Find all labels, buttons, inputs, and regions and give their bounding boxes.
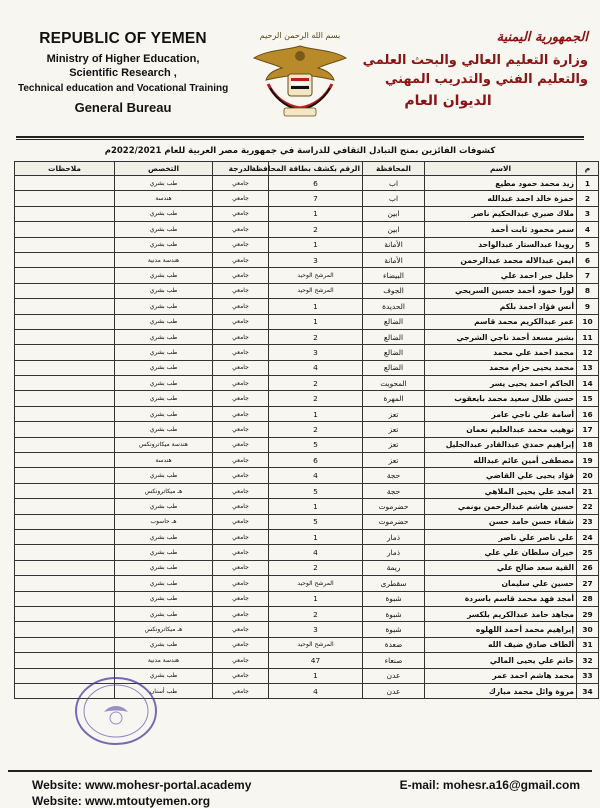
table-row xyxy=(15,283,599,298)
row-governorate: الضالع xyxy=(363,329,425,344)
row-major: طب أسنان xyxy=(115,683,213,698)
row-notes xyxy=(15,176,115,191)
row-degree: جامعي xyxy=(213,329,269,344)
row-name: أنس فؤاد احمد بلكم xyxy=(425,299,577,314)
row-name: امجد علي يحيى الملاهي xyxy=(425,483,577,498)
row-notes xyxy=(15,268,115,283)
row-degree: جامعي xyxy=(213,283,269,298)
row-index: 24 xyxy=(577,529,599,544)
table-row xyxy=(15,483,599,498)
row-governorate: شبوة xyxy=(363,591,425,606)
row-degree: جامعي xyxy=(213,653,269,668)
row-index: 16 xyxy=(577,406,599,421)
row-name: زيد محمد حمود مطيع xyxy=(425,176,577,191)
row-rank: 1 xyxy=(269,591,363,606)
row-governorate: صنعاء xyxy=(363,653,425,668)
row-name: سمر محمود ثابت أحمد xyxy=(425,222,577,237)
row-notes xyxy=(15,576,115,591)
table-row xyxy=(15,606,599,621)
row-index: 28 xyxy=(577,591,599,606)
row-degree: جامعي xyxy=(213,468,269,483)
row-governorate: ابين xyxy=(363,206,425,221)
row-major: طب بشري xyxy=(115,422,213,437)
row-degree: جامعي xyxy=(213,206,269,221)
ministry-name: Ministry of Higher Education, Scientific Research , xyxy=(46,53,200,79)
row-notes xyxy=(15,545,115,560)
row-name: خليل جبر احمد علي xyxy=(425,268,577,283)
table-row xyxy=(15,529,599,544)
row-rank: 1 xyxy=(269,668,363,683)
row-rank: 5 xyxy=(269,483,363,498)
table-row xyxy=(15,499,599,514)
table-row xyxy=(15,406,599,421)
row-governorate: حضرموت xyxy=(363,499,425,514)
col-notes: ملاحظات xyxy=(15,162,115,176)
row-rank: 2 xyxy=(269,222,363,237)
row-degree: جامعي xyxy=(213,529,269,544)
row-governorate: المهرة xyxy=(363,391,425,406)
row-index: 13 xyxy=(577,360,599,375)
row-notes xyxy=(15,237,115,252)
row-degree: جامعي xyxy=(213,176,269,191)
table-row xyxy=(15,376,599,391)
row-rank: المرشح الوحيد xyxy=(269,576,363,591)
row-rank: 7 xyxy=(269,191,363,206)
row-governorate: شبوة xyxy=(363,606,425,621)
table-row xyxy=(15,191,599,206)
row-governorate: الضالع xyxy=(363,314,425,329)
row-major: طب بشري xyxy=(115,668,213,683)
row-major: طب بشري xyxy=(115,391,213,406)
ministry-name-ar: وزارة التعليم العالي والبحث العلمي xyxy=(362,53,588,68)
row-governorate: حجة xyxy=(363,483,425,498)
row-major: طب بشري xyxy=(115,237,213,252)
row-rank: 4 xyxy=(269,360,363,375)
row-governorate: عدن xyxy=(363,683,425,698)
table-row xyxy=(15,453,599,468)
row-name: خيران سلطان علي علي xyxy=(425,545,577,560)
row-governorate: تعز xyxy=(363,453,425,468)
row-rank: 1 xyxy=(269,529,363,544)
row-rank: 1 xyxy=(269,314,363,329)
table-row xyxy=(15,222,599,237)
row-index: 9 xyxy=(577,299,599,314)
official-stamp-icon xyxy=(74,676,158,746)
footer xyxy=(0,770,600,808)
row-degree: جامعي xyxy=(213,514,269,529)
row-name: محمد يحيى حزام محمد xyxy=(425,360,577,375)
yemen-emblem-icon xyxy=(248,24,352,120)
row-major: طب بشري xyxy=(115,591,213,606)
row-major: طب بشري xyxy=(115,299,213,314)
row-notes xyxy=(15,191,115,206)
row-notes xyxy=(15,391,115,406)
row-index: 30 xyxy=(577,622,599,637)
row-degree: جامعي xyxy=(213,222,269,237)
row-name: حمزة خالد احمد عبدالله xyxy=(425,191,577,206)
row-rank: 3 xyxy=(269,622,363,637)
row-index: 6 xyxy=(577,252,599,267)
row-major: طب بشري xyxy=(115,222,213,237)
row-degree: جامعي xyxy=(213,668,269,683)
row-notes xyxy=(15,376,115,391)
row-governorate: الجوف xyxy=(363,283,425,298)
row-degree: جامعي xyxy=(213,591,269,606)
technical-education: Technical education and Vocational Training xyxy=(18,83,229,94)
row-index: 7 xyxy=(577,268,599,283)
row-index: 5 xyxy=(577,237,599,252)
row-name: محمد هاشم احمد عمر xyxy=(425,668,577,683)
row-notes xyxy=(15,360,115,375)
row-name: أمجد فهد محمد قاسم باسردة xyxy=(425,591,577,606)
table-row xyxy=(15,591,599,606)
header-divider-thin xyxy=(16,139,584,140)
row-rank: 2 xyxy=(269,329,363,344)
row-index: 25 xyxy=(577,545,599,560)
row-name: حاتم علي يحيى المالي xyxy=(425,653,577,668)
technical-education-ar: والتعليم الفني والتدريب المهني xyxy=(384,72,588,87)
row-index: 2 xyxy=(577,191,599,206)
row-rank: 1 xyxy=(269,406,363,421)
row-degree: جامعي xyxy=(213,622,269,637)
row-index: 29 xyxy=(577,606,599,621)
table-row xyxy=(15,422,599,437)
table-row xyxy=(15,237,599,252)
row-degree: جامعي xyxy=(213,560,269,575)
row-name: علي ناصر علي ناصر xyxy=(425,529,577,544)
republic-title-ar: الجمهورية اليمنية xyxy=(496,30,588,45)
row-index: 3 xyxy=(577,206,599,221)
row-degree: جامعي xyxy=(213,637,269,652)
row-notes xyxy=(15,591,115,606)
table-row xyxy=(15,206,599,221)
row-major: طب بشري xyxy=(115,376,213,391)
row-notes xyxy=(15,299,115,314)
row-rank: 2 xyxy=(269,422,363,437)
table-row xyxy=(15,252,599,267)
row-index: 31 xyxy=(577,637,599,652)
row-index: 21 xyxy=(577,483,599,498)
row-index: 4 xyxy=(577,222,599,237)
republic-title: REPUBLIC OF YEMEN xyxy=(39,30,207,47)
row-major: طب بشري xyxy=(115,283,213,298)
row-degree: جامعي xyxy=(213,268,269,283)
row-rank: 2 xyxy=(269,376,363,391)
website-link-secondary[interactable]: Website: www.mtoutyemen.org xyxy=(32,794,211,808)
row-major: هندسة مدنية xyxy=(115,252,213,267)
row-degree: جامعي xyxy=(213,252,269,267)
row-index: 19 xyxy=(577,453,599,468)
row-name: عمر عبدالكريم محمد قاسم xyxy=(425,314,577,329)
row-degree: جامعي xyxy=(213,545,269,560)
row-index: 34 xyxy=(577,683,599,698)
row-rank: 6 xyxy=(269,176,363,191)
row-rank: 2 xyxy=(269,560,363,575)
row-governorate: تعز xyxy=(363,437,425,452)
table-row xyxy=(15,329,599,344)
row-governorate: اب xyxy=(363,191,425,206)
row-major: هندسة مدنية xyxy=(115,653,213,668)
row-index: 26 xyxy=(577,560,599,575)
row-name: شفاء حسن حامد حسن xyxy=(425,514,577,529)
row-major: طب بشري xyxy=(115,529,213,544)
row-governorate: اب xyxy=(363,176,425,191)
header-english xyxy=(18,30,228,115)
row-index: 14 xyxy=(577,376,599,391)
row-major: طب بشري xyxy=(115,206,213,221)
row-major: طب بشري xyxy=(115,345,213,360)
table-row xyxy=(15,176,599,191)
row-major: هـ ميكاترونكس xyxy=(115,622,213,637)
row-notes xyxy=(15,437,115,452)
col-major: التخصص xyxy=(115,162,213,176)
row-index: 17 xyxy=(577,422,599,437)
table-row xyxy=(15,653,599,668)
row-major: طب بشري xyxy=(115,268,213,283)
row-rank: 2 xyxy=(269,391,363,406)
row-rank: 4 xyxy=(269,468,363,483)
row-name: ملاك صبري عبدالحكيم ناصر xyxy=(425,206,577,221)
row-name: توهيب محمد عبدالعليم نعمان xyxy=(425,422,577,437)
row-major: طب بشري xyxy=(115,499,213,514)
row-notes xyxy=(15,653,115,668)
row-name: مروة وائل محمد مبارك xyxy=(425,683,577,698)
row-governorate: ابين xyxy=(363,222,425,237)
row-degree: جامعي xyxy=(213,453,269,468)
row-index: 1 xyxy=(577,176,599,191)
row-name: إبراهيم حمدي عبدالقادر عبدالجليل xyxy=(425,437,577,452)
row-governorate: تعز xyxy=(363,406,425,421)
row-major: طب بشري xyxy=(115,606,213,621)
row-notes xyxy=(15,622,115,637)
row-index: 23 xyxy=(577,514,599,529)
row-degree: جامعي xyxy=(213,683,269,698)
row-degree: جامعي xyxy=(213,391,269,406)
row-index: 10 xyxy=(577,314,599,329)
row-degree: جامعي xyxy=(213,576,269,591)
table-row xyxy=(15,514,599,529)
col-degree: الدرجة xyxy=(213,162,269,176)
row-governorate: حجة xyxy=(363,468,425,483)
row-major: طب بشري xyxy=(115,360,213,375)
row-major: طب بشري xyxy=(115,637,213,652)
row-name: رويدا عبدالستار عبدالواحد xyxy=(425,237,577,252)
row-governorate: صعدة xyxy=(363,637,425,652)
row-name: بشير مسعد أحمد ناجي الشرجي xyxy=(425,329,577,344)
table-row xyxy=(15,299,599,314)
row-governorate: الضالع xyxy=(363,360,425,375)
table-row xyxy=(15,360,599,375)
row-name: مصطفى أمين عائم عبدالله xyxy=(425,453,577,468)
table-row xyxy=(15,545,599,560)
row-degree: جامعي xyxy=(213,191,269,206)
email-link[interactable]: E-mail: mohesr.a16@gmail.com xyxy=(399,778,580,792)
row-notes xyxy=(15,222,115,237)
row-index: 15 xyxy=(577,391,599,406)
row-rank: 3 xyxy=(269,252,363,267)
row-governorate: المحويت xyxy=(363,376,425,391)
row-name: حسين علي سليمان xyxy=(425,576,577,591)
row-name: القية سعد صالح علي xyxy=(425,560,577,575)
col-rank: الرقم بكشف بطاقة المحافظة xyxy=(269,162,363,176)
row-governorate: عدن xyxy=(363,668,425,683)
row-index: 12 xyxy=(577,345,599,360)
row-name: حسين هاشم عبدالرحمن بونمي xyxy=(425,499,577,514)
row-notes xyxy=(15,499,115,514)
table-row xyxy=(15,391,599,406)
row-notes xyxy=(15,514,115,529)
row-major: طب بشري xyxy=(115,468,213,483)
table-row xyxy=(15,345,599,360)
row-degree: جامعي xyxy=(213,299,269,314)
header-arabic xyxy=(348,30,588,109)
row-governorate: ذمار xyxy=(363,545,425,560)
row-index: 20 xyxy=(577,468,599,483)
row-index: 32 xyxy=(577,653,599,668)
row-name: ايمن عبدالاله محمد عبدالرحمن xyxy=(425,252,577,267)
header-divider xyxy=(16,136,584,138)
row-rank: 1 xyxy=(269,499,363,514)
row-name: إبراهيم محمد أحمد اللهلوه xyxy=(425,622,577,637)
row-governorate: شبوة xyxy=(363,622,425,637)
row-name: لورا حمود أحمد حسين السريحي xyxy=(425,283,577,298)
row-degree: جامعي xyxy=(213,237,269,252)
table-row xyxy=(15,622,599,637)
row-rank: 1 xyxy=(269,237,363,252)
row-rank: المرشح الوحيد xyxy=(269,283,363,298)
row-name: الحاكم احمد يحيى يسر xyxy=(425,376,577,391)
row-governorate: سقطرى xyxy=(363,576,425,591)
row-name: فؤاد يحيى علي القاضي xyxy=(425,468,577,483)
row-notes xyxy=(15,252,115,267)
row-major: هـ حاسوب xyxy=(115,514,213,529)
row-rank: المرشح الوحيد xyxy=(269,637,363,652)
row-notes xyxy=(15,206,115,221)
row-major: هندسة xyxy=(115,453,213,468)
row-major: طب بشري xyxy=(115,560,213,575)
table-row xyxy=(15,637,599,652)
row-degree: جامعي xyxy=(213,345,269,360)
row-name: ألطاف صادق ضيف الله xyxy=(425,637,577,652)
row-name: حسن طلال سعيد محمد بايعقوب xyxy=(425,391,577,406)
row-major: طب بشري xyxy=(115,329,213,344)
row-governorate: ريمة xyxy=(363,560,425,575)
row-governorate: تعز xyxy=(363,422,425,437)
row-notes xyxy=(15,606,115,621)
row-notes xyxy=(15,637,115,652)
general-bureau: General Bureau xyxy=(74,100,172,115)
row-degree: جامعي xyxy=(213,376,269,391)
table-header-row xyxy=(15,162,599,176)
row-notes xyxy=(15,422,115,437)
row-rank: 5 xyxy=(269,437,363,452)
row-notes xyxy=(15,468,115,483)
row-major: طب بشري xyxy=(115,176,213,191)
row-index: 27 xyxy=(577,576,599,591)
row-major: طب بشري xyxy=(115,576,213,591)
table-row xyxy=(15,437,599,452)
row-notes xyxy=(15,453,115,468)
row-notes xyxy=(15,345,115,360)
row-governorate: ذمار xyxy=(363,529,425,544)
row-index: 33 xyxy=(577,668,599,683)
col-governorate: المحافظة xyxy=(363,162,425,176)
row-major: طب بشري xyxy=(115,314,213,329)
row-notes xyxy=(15,329,115,344)
table-row xyxy=(15,268,599,283)
row-notes xyxy=(15,406,115,421)
row-notes xyxy=(15,283,115,298)
row-notes xyxy=(15,529,115,544)
row-index: 8 xyxy=(577,283,599,298)
general-bureau-ar: الديوان العام xyxy=(404,93,492,109)
row-degree: جامعي xyxy=(213,360,269,375)
svg-text:بسم الله الرحمن الرحيم: بسم الله الرحمن الرحيم xyxy=(259,31,341,40)
website-link[interactable]: Website: www.mohesr-portal.academy xyxy=(32,778,252,792)
row-major: هـ ميكاترونكس xyxy=(115,483,213,498)
row-degree: جامعي xyxy=(213,606,269,621)
row-rank: 5 xyxy=(269,514,363,529)
row-rank: 6 xyxy=(269,453,363,468)
table-row xyxy=(15,314,599,329)
row-notes xyxy=(15,483,115,498)
table-row xyxy=(15,576,599,591)
row-rank: 1 xyxy=(269,299,363,314)
row-degree: جامعي xyxy=(213,437,269,452)
row-major: هندسة xyxy=(115,191,213,206)
table-row xyxy=(15,560,599,575)
row-rank: 4 xyxy=(269,545,363,560)
row-degree: جامعي xyxy=(213,314,269,329)
table-row xyxy=(15,468,599,483)
row-index: 22 xyxy=(577,499,599,514)
col-index: م xyxy=(577,162,599,176)
col-name: الاسم xyxy=(425,162,577,176)
row-governorate: حضرموت xyxy=(363,514,425,529)
row-rank: المرشح الوحيد xyxy=(269,268,363,283)
winners-table xyxy=(14,161,599,699)
document-title: كشوفات الفائزين بمنح التبادل الثقافي للدراسة في جمهورية مصر العربية للعام 2022/2021م xyxy=(104,146,496,156)
row-rank: 4 xyxy=(269,683,363,698)
row-degree: جامعي xyxy=(213,422,269,437)
row-name: محمد احمد علي محمد xyxy=(425,345,577,360)
row-rank: 2 xyxy=(269,606,363,621)
row-notes xyxy=(15,314,115,329)
row-name: مجاهد حامد عبدالكريم بلكسر xyxy=(425,606,577,621)
row-rank: 3 xyxy=(269,345,363,360)
row-index: 11 xyxy=(577,329,599,344)
row-rank: 47 xyxy=(269,653,363,668)
row-degree: جامعي xyxy=(213,499,269,514)
row-index: 18 xyxy=(577,437,599,452)
row-major: طب بشري xyxy=(115,406,213,421)
row-rank: 1 xyxy=(269,206,363,221)
footer-divider xyxy=(8,770,592,772)
row-major: هندسة ميكاترونكس xyxy=(115,437,213,452)
row-degree: جامعي xyxy=(213,483,269,498)
row-governorate: الحديدة xyxy=(363,299,425,314)
row-governorate: البيضاء xyxy=(363,268,425,283)
row-major: طب بشري xyxy=(115,545,213,560)
row-notes xyxy=(15,560,115,575)
row-degree: جامعي xyxy=(213,406,269,421)
row-governorate: الضالع xyxy=(363,345,425,360)
row-governorate: الأمانة xyxy=(363,237,425,252)
row-governorate: الأمانة xyxy=(363,252,425,267)
row-name: أسامة علي ناجي عامر xyxy=(425,406,577,421)
